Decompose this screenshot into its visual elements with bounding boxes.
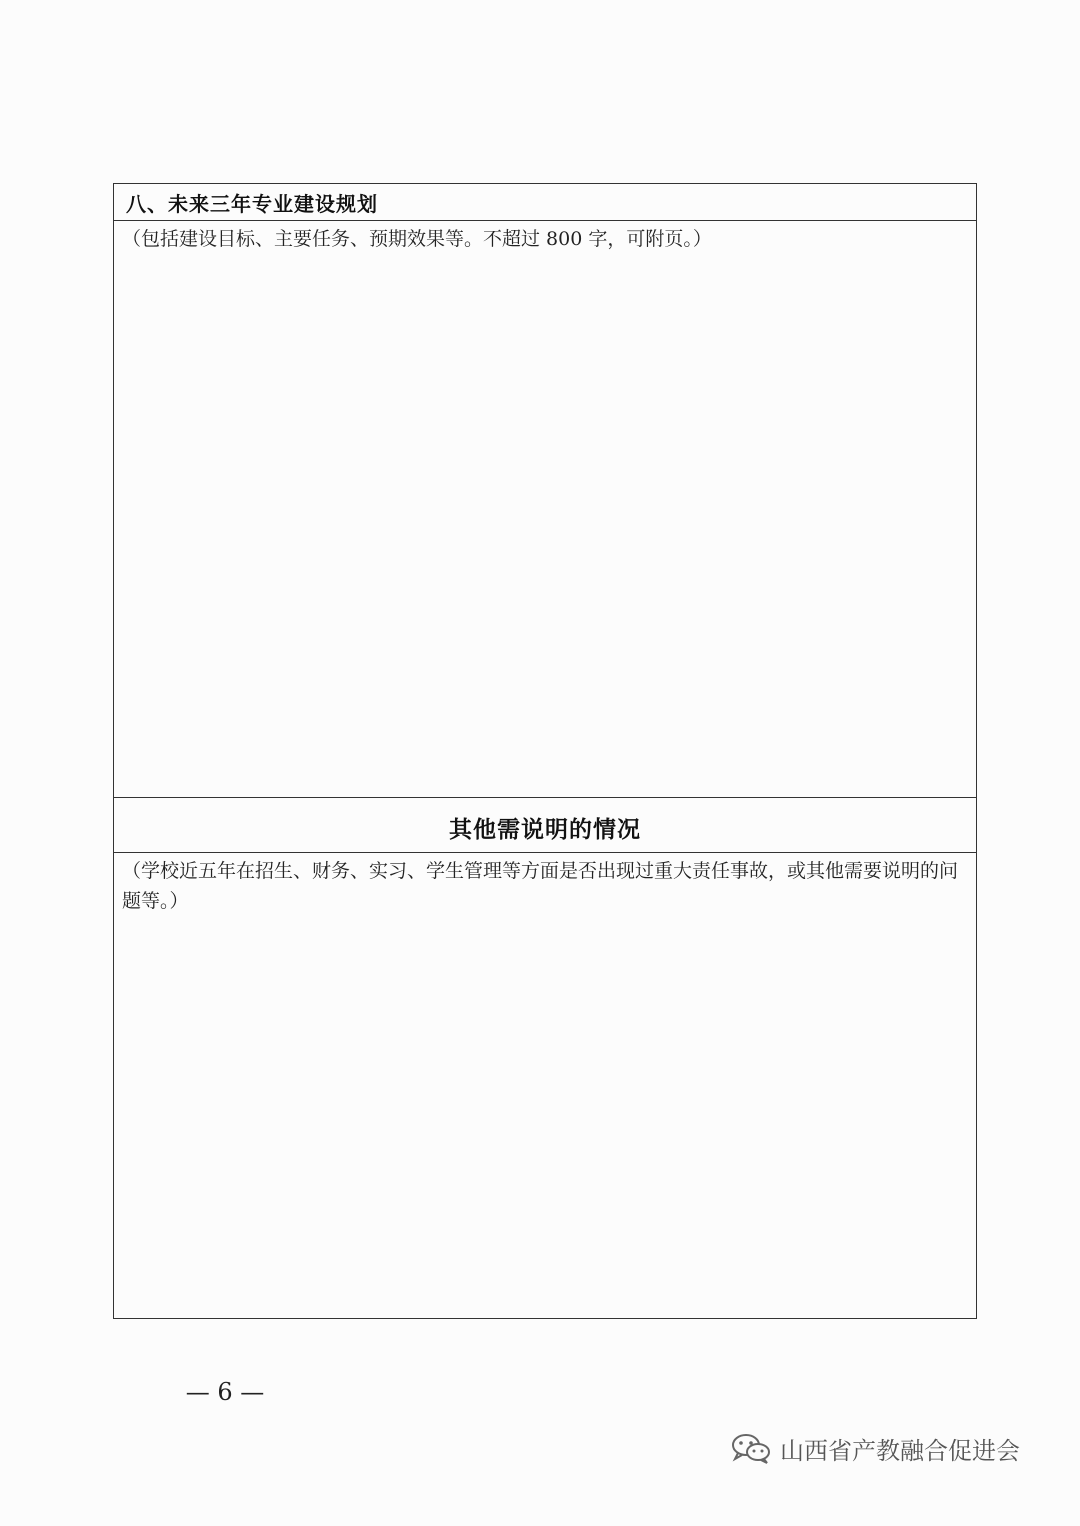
other-situations-content-area[interactable] xyxy=(114,924,976,1314)
other-situations-heading: 其他需说明的情况 xyxy=(449,817,641,843)
wechat-icon xyxy=(730,1431,772,1465)
section-8-content-area[interactable] xyxy=(114,254,976,796)
divider-line xyxy=(114,797,976,798)
other-situations-note: （学校近五年在招生、财务、实习、学生管理等方面是否出现过重大责任事故，或其他需要说明的问题等。） xyxy=(122,860,959,912)
watermark xyxy=(730,1428,1020,1468)
section-8-note: （包括建设目标、主要任务、预期效果等。不超过 800 字，可附页。） xyxy=(122,228,712,250)
divider-line xyxy=(114,852,976,853)
divider-line xyxy=(114,220,976,221)
application-form-table xyxy=(113,183,977,1319)
section-8-heading: 八、未来三年专业建设规划 xyxy=(126,192,378,216)
watermark-text: 山西省产教融合促进会 xyxy=(780,1436,1020,1465)
page-number: — 6 — xyxy=(185,1378,265,1406)
